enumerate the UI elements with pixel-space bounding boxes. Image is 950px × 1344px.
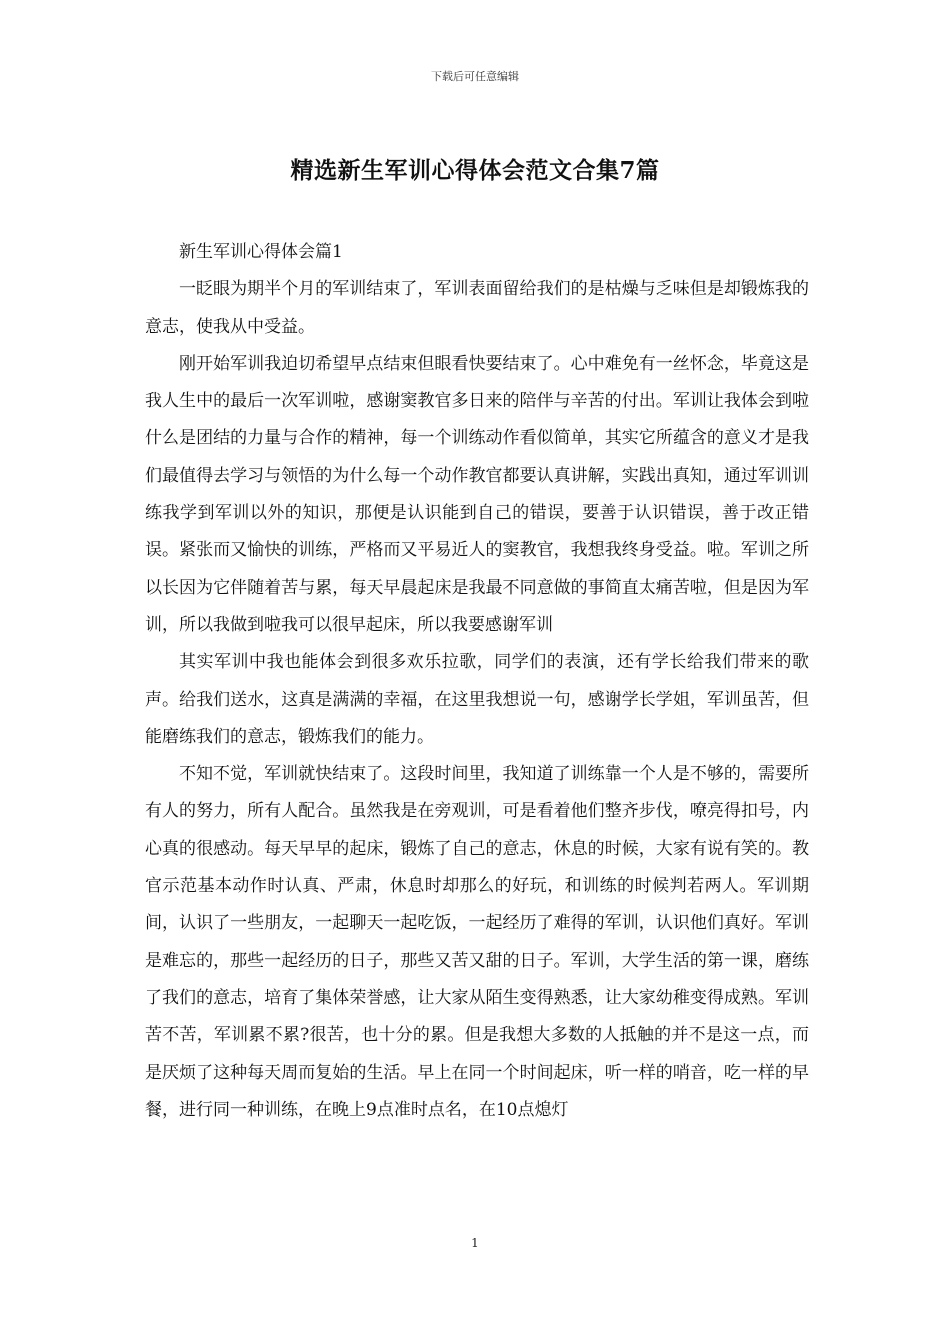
- section-heading: 新生军训心得体会篇1: [179, 242, 343, 262]
- document-body: [145, 234, 809, 1129]
- document-title: 精选新生军训心得体会范文合集7篇: [290, 157, 660, 184]
- paragraph: 刚开始军训我迫切希望早点结束但眼看快要结束了。心中难免有一丝怀念，毕竟这是我人生中的最后一次军训啦，感谢窦教官多日来的陪伴与辛苦的付出。军训让我体会到啦什么是团结的力量与合作的精神，每一个训练动作看似简单，其实它所蕴含的意义才是我们最值得去学习与领悟的为什么每一个动作教官都要认真讲解，实践出真知，通过军训训练我学到军训以外的知识，那便是认识能到自己的错误，要善于认识错误，善于改正错误。紧张而又愉快的训练，严格而又平易近人的窦教官，我想我终身受益。啦。军训之所以长因为它伴随着苦与累，每天早晨起床是我最不同意做的事简直太痛苦啦，但是因为军训，所以我做到啦我可以很早起床，所以我要感谢军训: [145, 353, 809, 635]
- header-note: 下载后可任意编辑: [431, 70, 519, 83]
- page-number: 1: [471, 1236, 479, 1250]
- paragraph: 其实军训中我也能体会到很多欢乐拉歌，同学们的表演，还有学长给我们带来的歌声。给我们送水，这真是满满的幸福，在这里我想说一句，感谢学长学姐，军训虽苦，但能磨练我们的意志，锻炼我们的能力。: [145, 652, 809, 747]
- paragraph: 一眨眼为期半个月的军训结束了，军训表面留给我们的是枯燥与乏味但是却锻炼我的意志，使我从中受益。: [145, 279, 809, 337]
- paragraph: 不知不觉，军训就快结束了。这段时间里，我知道了训练靠一个人是不够的，需要所有人的努力，所有人配合。虽然我是在旁观训，可是看着他们整齐步伐，嘹亮得扣号，内心真的很感动。每天早早的起床，锻炼了自己的意志，休息的时候，大家有说有笑的。教官示范基本动作时认真、严肃，休息时却那么的好玩，和训练的时候判若两人。军训期间，认识了一些朋友，一起聊天一起吃饭，一起经历了难得的军训，认识他们真好。军训是难忘的，那些一起经历的日子，那些又苦又甜的日子。军训，大学生活的第一课，磨练了我们的意志，培育了集体荣誉感，让大家从陌生变得熟悉，让大家幼稚变得成熟。军训苦不苦，军训累不累?很苦，也十分的累。但是我想大多数的人抵触的并不是这一点，而是厌烦了这种每天周而复始的生活。早上在同一个时间起床，听一样的哨音，吃一样的早餐，进行同一种训练，在晚上9点准时点名，在10点熄灯: [145, 764, 809, 1120]
